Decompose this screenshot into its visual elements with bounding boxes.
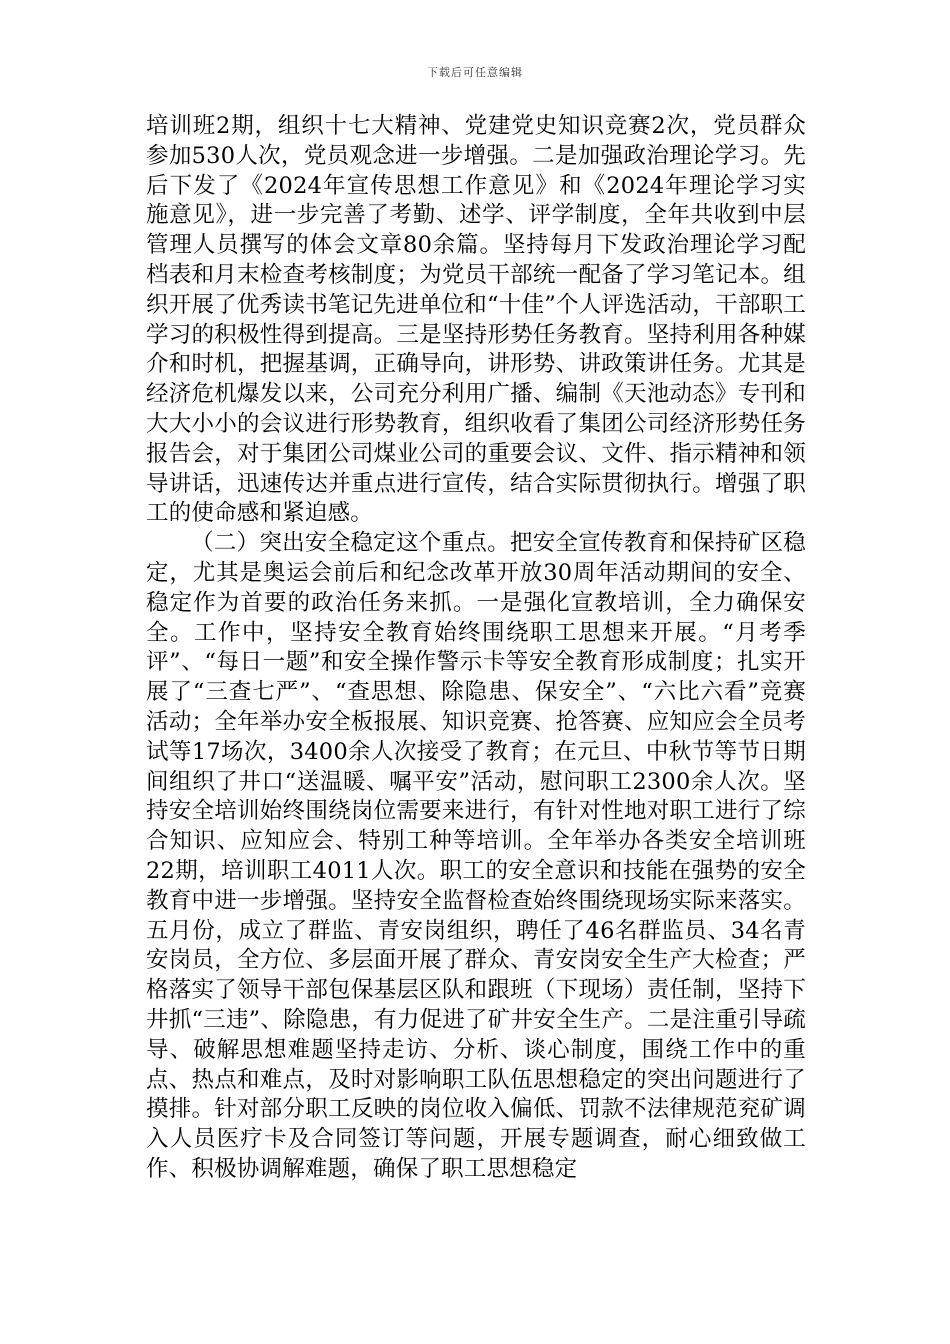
paragraph-1: 培训班2期，组织十七大精神、党建党史知识竞赛2次，党员群众参加530人次，党员观念进一步增强。二是加强政治理论学习。先后下发了《2024年宣传思想工作意见》和《2024年理论学习实施意见》，进一步完善了考勤、述学、评学制度，全年共收到中层管理人员撰写的体会文章80余篇。坚持每月下发政治理论学习配档表和月末检查考核制度；为党员干部统一配备了学习笔记本。组织开展了优秀读书笔记先进单位和“十佳”个人评选活动，干部职工学习的积极性得到提高。三是坚持形势任务教育。坚持利用各种媒介和时机，把握基调，正确导向，讲形势、讲政策讲任务。尤其是经济危机爆发以来，公司充分利用广播、编制《天池动态》专刊和大大小小的会议进行形势教育，组织收看了集团公司经济形势任务报告会，对于集团公司煤业公司的重要会议、文件、指示精神和领导讲话，迅速传达并重点进行宣传，结合实际贯彻执行。增强了职工的使命感和紧迫感。 [146,113,806,527]
paragraph-2: （二）突出安全稳定这个重点。把安全宣传教育和保持矿区稳定，尤其是奥运会前后和纪念改革开放30周年活动期间的安全、稳定作为首要的政治任务来抓。一是强化宣教培训，全力确保安全。工作中，坚持安全教育始终围绕职工思想来开展。“月考季评”、“每日一题”和安全操作警示卡等安全教育形成制度；扎实开展了“三查七严”、“查思想、除隐患、保安全”、“六比六看”竞赛活动；全年举办安全板报展、知识竞赛、抢答赛、应知应会全员考试等17场次，3400余人次接受了教育；在元旦、中秋节等节日期间组织了井口“送温暖、嘱平安”活动，慰问职工2300余人次。坚持安全培训始终围绕岗位需要来进行，有针对性地对职工进行了综合知识、应知应会、特别工种等培训。全年举办各类安全培训班22期，培训职工4011人次。职工的安全意识和技能在强势的安全教育中进一步增强。坚持安全监督检查始终围绕现场实际来落实。五月份，成立了群监、青安岗组织，聘任了46名群监员、34名青安岗员，全方位、多层面开展了群众、青安岗安全生产大检查；严格落实了领导干部包保基层区队和跟班（下现场）责任制，坚持下井抓“三违”、除隐患，有力促进了矿井安全生产。二是注重引导疏导、破解思想难题坚持走访、分析、谈心制度，围绕工作中的重点、热点和难点，及时对影响职工队伍思想稳定的突出问题进行了摸排。针对部分职工反映的岗位收入偏低、罚款不法律规范兖矿调入人员医疗卡及合同签订等问题，开展专题调查，耐心细致做工作、积极协调解难题，确保了职工思想稳定 [146,530,806,1182]
document-body [146,112,806,1185]
page-header: 下载后可任意编辑 [427,66,523,79]
